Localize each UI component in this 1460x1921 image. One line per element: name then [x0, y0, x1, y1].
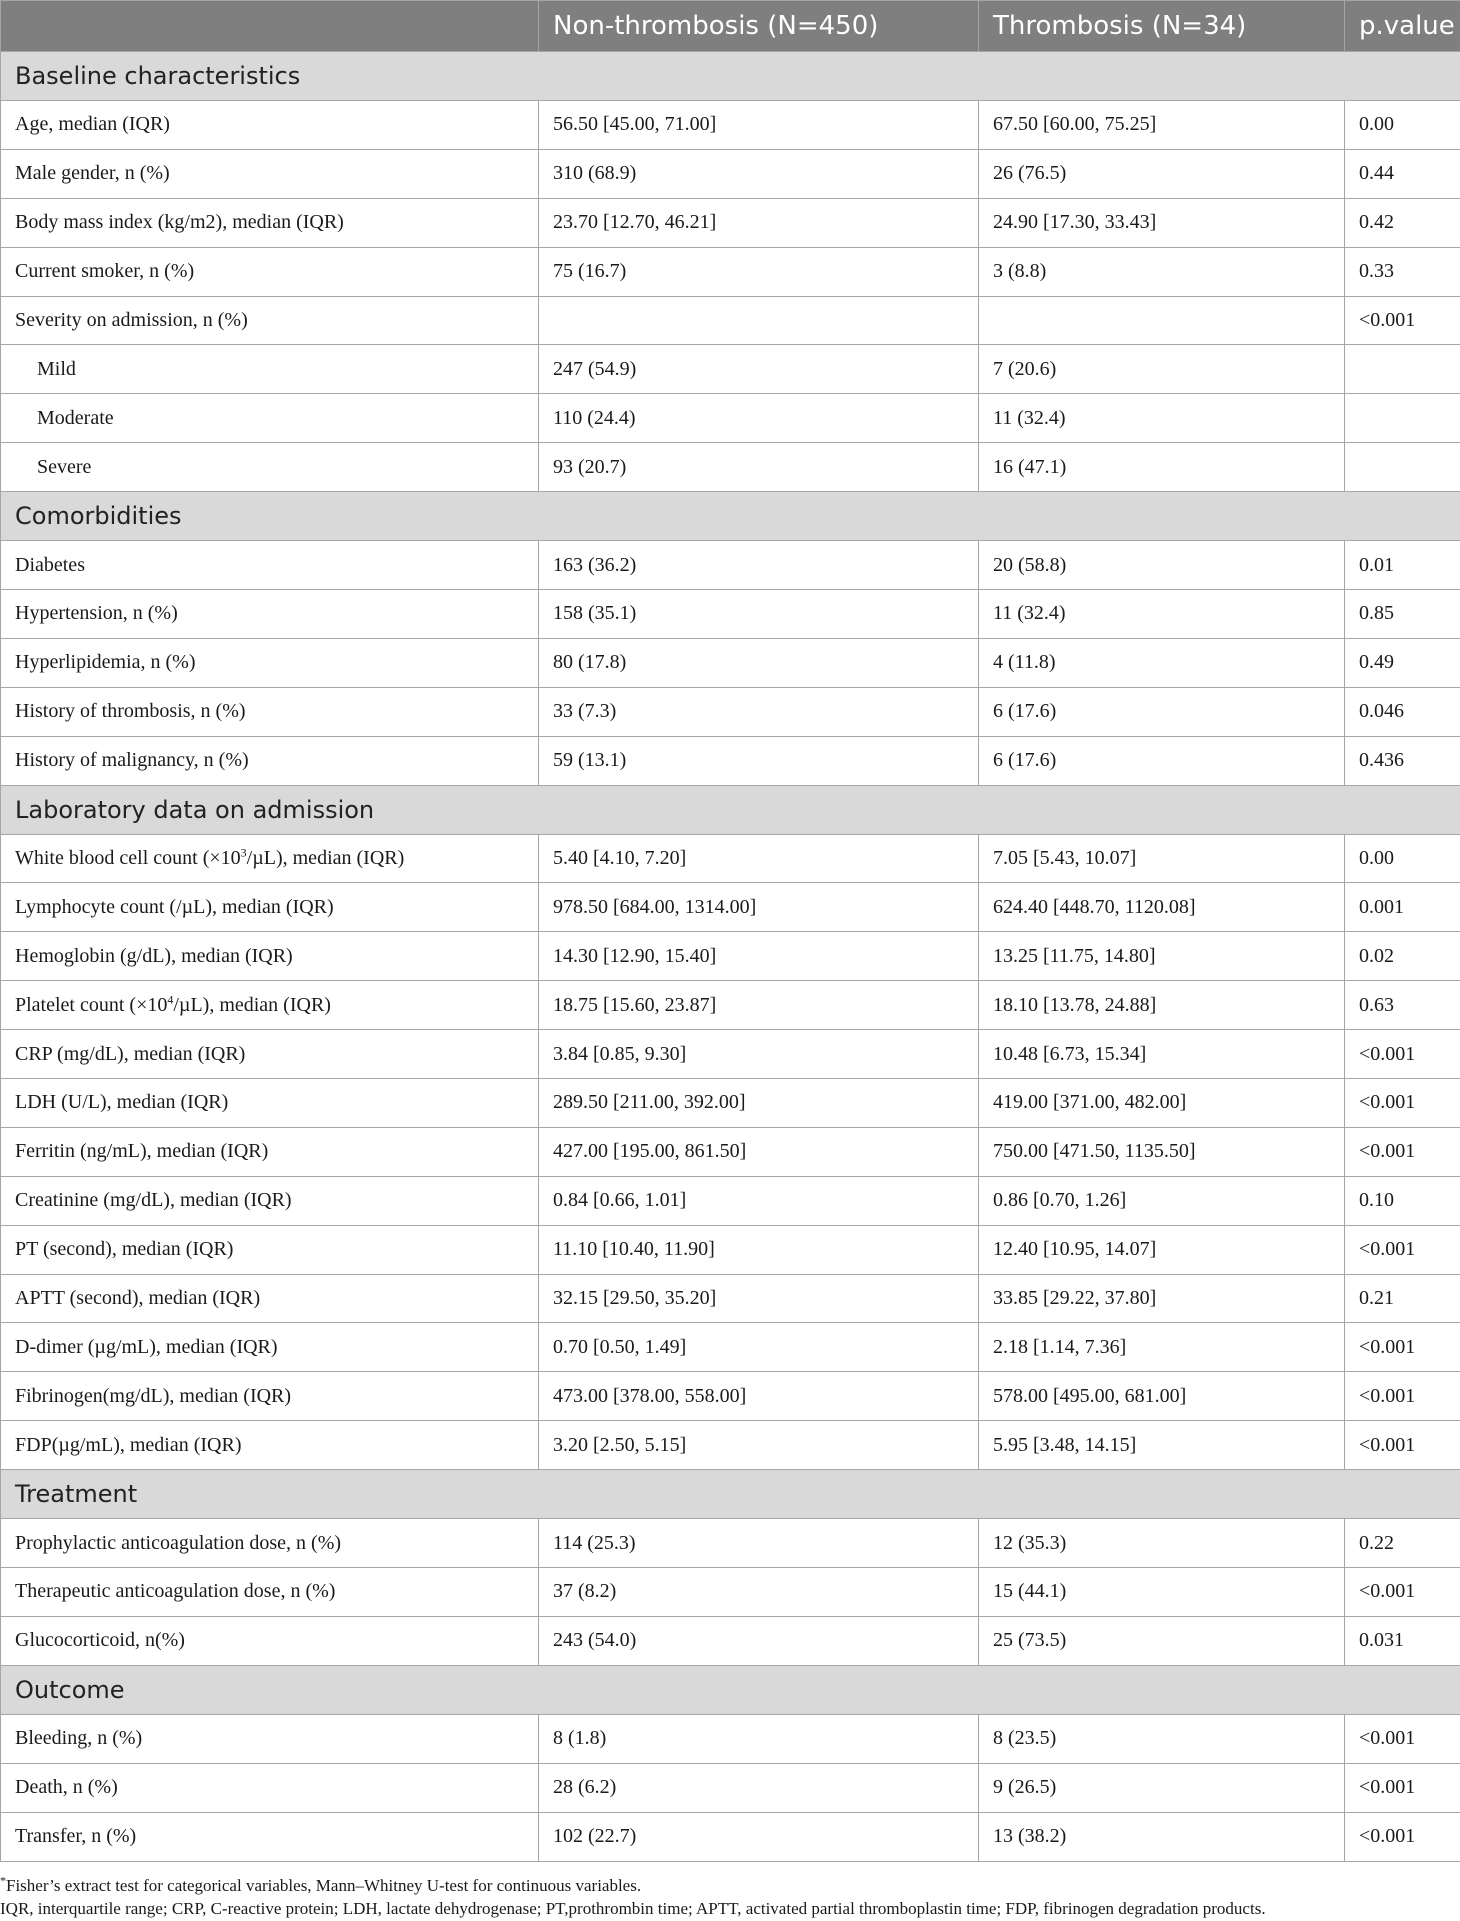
row-label: D-dimer (µg/mL), median (IQR) — [1, 1323, 539, 1372]
cell-p-value: <0.001 — [1345, 1225, 1460, 1274]
table-body — [1, 52, 1460, 1862]
cell-thrombosis: 67.50 [60.00, 75.25] — [979, 101, 1345, 150]
cell-non-thrombosis: 23.70 [12.70, 46.21] — [539, 198, 979, 247]
row-label-text: White blood cell count (×10 — [15, 847, 241, 870]
cell-p-value: <0.001 — [1345, 1030, 1460, 1079]
cell-non-thrombosis: 427.00 [195.00, 861.50] — [539, 1127, 979, 1176]
table-row — [1, 638, 1460, 687]
section-title: Treatment — [1, 1470, 1460, 1519]
cell-non-thrombosis: 32.15 [29.50, 35.20] — [539, 1274, 979, 1323]
section-row — [1, 1470, 1460, 1519]
cell-non-thrombosis: 11.10 [10.40, 11.90] — [539, 1225, 979, 1274]
cell-thrombosis: 578.00 [495.00, 681.00] — [979, 1372, 1345, 1421]
cell-thrombosis: 12 (35.3) — [979, 1519, 1345, 1568]
table-row — [1, 1079, 1460, 1128]
cell-p-value: <0.001 — [1345, 1763, 1460, 1812]
row-label-unit: /µL), median (IQR) — [173, 993, 331, 1016]
table-row — [1, 1323, 1460, 1372]
cell-non-thrombosis: 978.50 [684.00, 1314.00] — [539, 883, 979, 932]
row-label: Glucocorticoid, n(%) — [1, 1616, 539, 1665]
table-row — [1, 1127, 1460, 1176]
row-label: Hypertension, n (%) — [1, 590, 539, 639]
table-row — [1, 1421, 1460, 1470]
cell-thrombosis: 16 (47.1) — [979, 443, 1345, 492]
cell-thrombosis: 750.00 [471.50, 1135.50] — [979, 1127, 1345, 1176]
header-non-thrombosis: Non-thrombosis (N=450) — [539, 1, 979, 52]
row-label: History of malignancy, n (%) — [1, 736, 539, 785]
row-label: LDH (U/L), median (IQR) — [1, 1079, 539, 1128]
row-label: Hyperlipidemia, n (%) — [1, 638, 539, 687]
cell-p-value: <0.001 — [1345, 1568, 1460, 1617]
cell-p-value: 0.21 — [1345, 1274, 1460, 1323]
cell-p-value: <0.001 — [1345, 1421, 1460, 1470]
row-label: Ferritin (ng/mL), median (IQR) — [1, 1127, 539, 1176]
header-thrombosis: Thrombosis (N=34) — [979, 1, 1345, 52]
row-label: Death, n (%) — [1, 1763, 539, 1812]
cell-p-value: 0.44 — [1345, 149, 1460, 198]
row-label — [1, 834, 539, 883]
cell-p-value: 0.031 — [1345, 1616, 1460, 1665]
row-label: PT (second), median (IQR) — [1, 1225, 539, 1274]
footnote-2: IQR, interquartile range; CRP, C-reactive protein; LDH, lactate dehydrogenase; PT,prothrombin time; APTT, activated partial thromboplastin time; FDP, fibrinogen degradation products. — [0, 1899, 1266, 1918]
table-row — [1, 394, 1460, 443]
table-row — [1, 1030, 1460, 1079]
cell-non-thrombosis: 3.20 [2.50, 5.15] — [539, 1421, 979, 1470]
cell-thrombosis: 5.95 [3.48, 14.15] — [979, 1421, 1345, 1470]
cell-non-thrombosis — [539, 296, 979, 345]
table-row — [1, 981, 1460, 1030]
cell-p-value: 0.33 — [1345, 247, 1460, 296]
footnote-1-text: Fisher’s extract test for categorical variables, Mann–Whitney U-test for continuous variables. — [6, 1876, 642, 1895]
table-row — [1, 590, 1460, 639]
cell-thrombosis: 8 (23.5) — [979, 1714, 1345, 1763]
cell-p-value: 0.22 — [1345, 1519, 1460, 1568]
cell-thrombosis: 33.85 [29.22, 37.80] — [979, 1274, 1345, 1323]
footnote-marker: * — [0, 1873, 6, 1888]
cell-p-value: 0.10 — [1345, 1176, 1460, 1225]
cell-p-value: 0.49 — [1345, 638, 1460, 687]
cell-p-value — [1345, 394, 1460, 443]
cell-p-value: 0.00 — [1345, 101, 1460, 150]
row-label: Lymphocyte count (/µL), median (IQR) — [1, 883, 539, 932]
cell-p-value: <0.001 — [1345, 1127, 1460, 1176]
cell-thrombosis: 20 (58.8) — [979, 541, 1345, 590]
row-label: CRP (mg/dL), median (IQR) — [1, 1030, 539, 1079]
cell-p-value: <0.001 — [1345, 1812, 1460, 1861]
row-label — [1, 981, 539, 1030]
cell-thrombosis: 24.90 [17.30, 33.43] — [979, 198, 1345, 247]
cell-non-thrombosis: 28 (6.2) — [539, 1763, 979, 1812]
row-label: Male gender, n (%) — [1, 149, 539, 198]
cell-non-thrombosis: 59 (13.1) — [539, 736, 979, 785]
cell-p-value: <0.001 — [1345, 1323, 1460, 1372]
table-row — [1, 296, 1460, 345]
cell-thrombosis: 10.48 [6.73, 15.34] — [979, 1030, 1345, 1079]
cell-non-thrombosis: 473.00 [378.00, 558.00] — [539, 1372, 979, 1421]
table-row — [1, 932, 1460, 981]
cell-non-thrombosis: 247 (54.9) — [539, 345, 979, 394]
row-label: Transfer, n (%) — [1, 1812, 539, 1861]
table-row — [1, 1812, 1460, 1861]
table-row — [1, 443, 1460, 492]
cell-thrombosis: 15 (44.1) — [979, 1568, 1345, 1617]
row-label: History of thrombosis, n (%) — [1, 687, 539, 736]
row-label-exponent: 3 — [240, 845, 247, 860]
cell-thrombosis: 6 (17.6) — [979, 736, 1345, 785]
row-label: Severe — [1, 443, 539, 492]
cell-thrombosis: 419.00 [371.00, 482.00] — [979, 1079, 1345, 1128]
cell-non-thrombosis: 0.84 [0.66, 1.01] — [539, 1176, 979, 1225]
cell-thrombosis: 9 (26.5) — [979, 1763, 1345, 1812]
row-label-text: Platelet count (×10 — [15, 993, 168, 1016]
cell-p-value: 0.02 — [1345, 932, 1460, 981]
table-row — [1, 149, 1460, 198]
header-variable — [1, 1, 539, 52]
row-label: Body mass index (kg/m2), median (IQR) — [1, 198, 539, 247]
table-row — [1, 1225, 1460, 1274]
cell-thrombosis: 13.25 [11.75, 14.80] — [979, 932, 1345, 981]
table-row — [1, 101, 1460, 150]
cell-non-thrombosis: 289.50 [211.00, 392.00] — [539, 1079, 979, 1128]
cell-thrombosis: 11 (32.4) — [979, 394, 1345, 443]
cell-thrombosis: 26 (76.5) — [979, 149, 1345, 198]
section-title: Laboratory data on admission — [1, 785, 1460, 834]
header-row — [1, 1, 1460, 52]
cell-thrombosis: 0.86 [0.70, 1.26] — [979, 1176, 1345, 1225]
table-row — [1, 198, 1460, 247]
cell-non-thrombosis: 163 (36.2) — [539, 541, 979, 590]
table-row — [1, 1714, 1460, 1763]
cell-thrombosis: 12.40 [10.95, 14.07] — [979, 1225, 1345, 1274]
cell-non-thrombosis: 56.50 [45.00, 71.00] — [539, 101, 979, 150]
table-row — [1, 834, 1460, 883]
cell-non-thrombosis: 0.70 [0.50, 1.49] — [539, 1323, 979, 1372]
cell-non-thrombosis: 310 (68.9) — [539, 149, 979, 198]
row-label: Current smoker, n (%) — [1, 247, 539, 296]
table-row — [1, 1372, 1460, 1421]
cell-non-thrombosis: 18.75 [15.60, 23.87] — [539, 981, 979, 1030]
table-row — [1, 687, 1460, 736]
cell-thrombosis: 11 (32.4) — [979, 590, 1345, 639]
cell-non-thrombosis: 158 (35.1) — [539, 590, 979, 639]
section-title: Outcome — [1, 1665, 1460, 1714]
cell-p-value: 0.01 — [1345, 541, 1460, 590]
cell-thrombosis — [979, 296, 1345, 345]
table-row — [1, 541, 1460, 590]
cell-thrombosis: 6 (17.6) — [979, 687, 1345, 736]
cell-non-thrombosis: 14.30 [12.90, 15.40] — [539, 932, 979, 981]
section-row — [1, 1665, 1460, 1714]
cell-thrombosis: 13 (38.2) — [979, 1812, 1345, 1861]
table-row — [1, 1176, 1460, 1225]
table-row — [1, 1568, 1460, 1617]
row-label-unit: /µL), median (IQR) — [246, 847, 405, 870]
cell-non-thrombosis: 33 (7.3) — [539, 687, 979, 736]
cell-non-thrombosis: 114 (25.3) — [539, 1519, 979, 1568]
cell-thrombosis: 7 (20.6) — [979, 345, 1345, 394]
row-label: Creatinine (mg/dL), median (IQR) — [1, 1176, 539, 1225]
row-label: Prophylactic anticoagulation dose, n (%) — [1, 1519, 539, 1568]
cell-p-value — [1345, 345, 1460, 394]
section-title: Baseline characteristics — [1, 52, 1460, 101]
header-p-value: p.value — [1345, 1, 1460, 52]
cell-p-value: 0.63 — [1345, 981, 1460, 1030]
row-label: Hemoglobin (g/dL), median (IQR) — [1, 932, 539, 981]
cell-thrombosis: 18.10 [13.78, 24.88] — [979, 981, 1345, 1030]
cell-non-thrombosis: 102 (22.7) — [539, 1812, 979, 1861]
table-row — [1, 1763, 1460, 1812]
cell-p-value: 0.85 — [1345, 590, 1460, 639]
table-row — [1, 247, 1460, 296]
cell-thrombosis: 3 (8.8) — [979, 247, 1345, 296]
footnote-1 — [0, 1874, 1460, 1897]
row-label: Moderate — [1, 394, 539, 443]
row-label: Severity on admission, n (%) — [1, 296, 539, 345]
row-label: Age, median (IQR) — [1, 101, 539, 150]
table-row — [1, 1616, 1460, 1665]
cell-p-value: <0.001 — [1345, 296, 1460, 345]
cell-p-value: 0.436 — [1345, 736, 1460, 785]
cell-p-value: <0.001 — [1345, 1372, 1460, 1421]
cell-p-value: 0.00 — [1345, 834, 1460, 883]
row-label: APTT (second), median (IQR) — [1, 1274, 539, 1323]
cell-thrombosis: 7.05 [5.43, 10.07] — [979, 834, 1345, 883]
section-row — [1, 492, 1460, 541]
row-label: Mild — [1, 345, 539, 394]
table-row — [1, 1274, 1460, 1323]
cell-non-thrombosis: 243 (54.0) — [539, 1616, 979, 1665]
cell-non-thrombosis: 93 (20.7) — [539, 443, 979, 492]
table-row — [1, 736, 1460, 785]
cell-non-thrombosis: 3.84 [0.85, 9.30] — [539, 1030, 979, 1079]
row-label-exponent: 4 — [167, 992, 174, 1007]
section-title: Comorbidities — [1, 492, 1460, 541]
table-row — [1, 883, 1460, 932]
row-label: Therapeutic anticoagulation dose, n (%) — [1, 1568, 539, 1617]
cell-thrombosis: 2.18 [1.14, 7.36] — [979, 1323, 1345, 1372]
cell-non-thrombosis: 37 (8.2) — [539, 1568, 979, 1617]
cell-p-value: <0.001 — [1345, 1079, 1460, 1128]
cell-non-thrombosis: 75 (16.7) — [539, 247, 979, 296]
section-row — [1, 52, 1460, 101]
table-row — [1, 345, 1460, 394]
section-row — [1, 785, 1460, 834]
cell-non-thrombosis: 8 (1.8) — [539, 1714, 979, 1763]
cell-thrombosis: 4 (11.8) — [979, 638, 1345, 687]
cell-non-thrombosis: 5.40 [4.10, 7.20] — [539, 834, 979, 883]
cell-non-thrombosis: 80 (17.8) — [539, 638, 979, 687]
cell-p-value — [1345, 443, 1460, 492]
row-label: Diabetes — [1, 541, 539, 590]
cell-thrombosis: 624.40 [448.70, 1120.08] — [979, 883, 1345, 932]
cell-p-value: <0.001 — [1345, 1714, 1460, 1763]
row-label: Bleeding, n (%) — [1, 1714, 539, 1763]
cell-p-value: 0.001 — [1345, 883, 1460, 932]
row-label: FDP(µg/mL), median (IQR) — [1, 1421, 539, 1470]
row-label: Fibrinogen(mg/dL), median (IQR) — [1, 1372, 539, 1421]
cell-thrombosis: 25 (73.5) — [979, 1616, 1345, 1665]
table-row — [1, 1519, 1460, 1568]
cell-p-value: 0.42 — [1345, 198, 1460, 247]
cell-non-thrombosis: 110 (24.4) — [539, 394, 979, 443]
footnotes — [0, 1874, 1460, 1920]
cell-p-value: 0.046 — [1345, 687, 1460, 736]
